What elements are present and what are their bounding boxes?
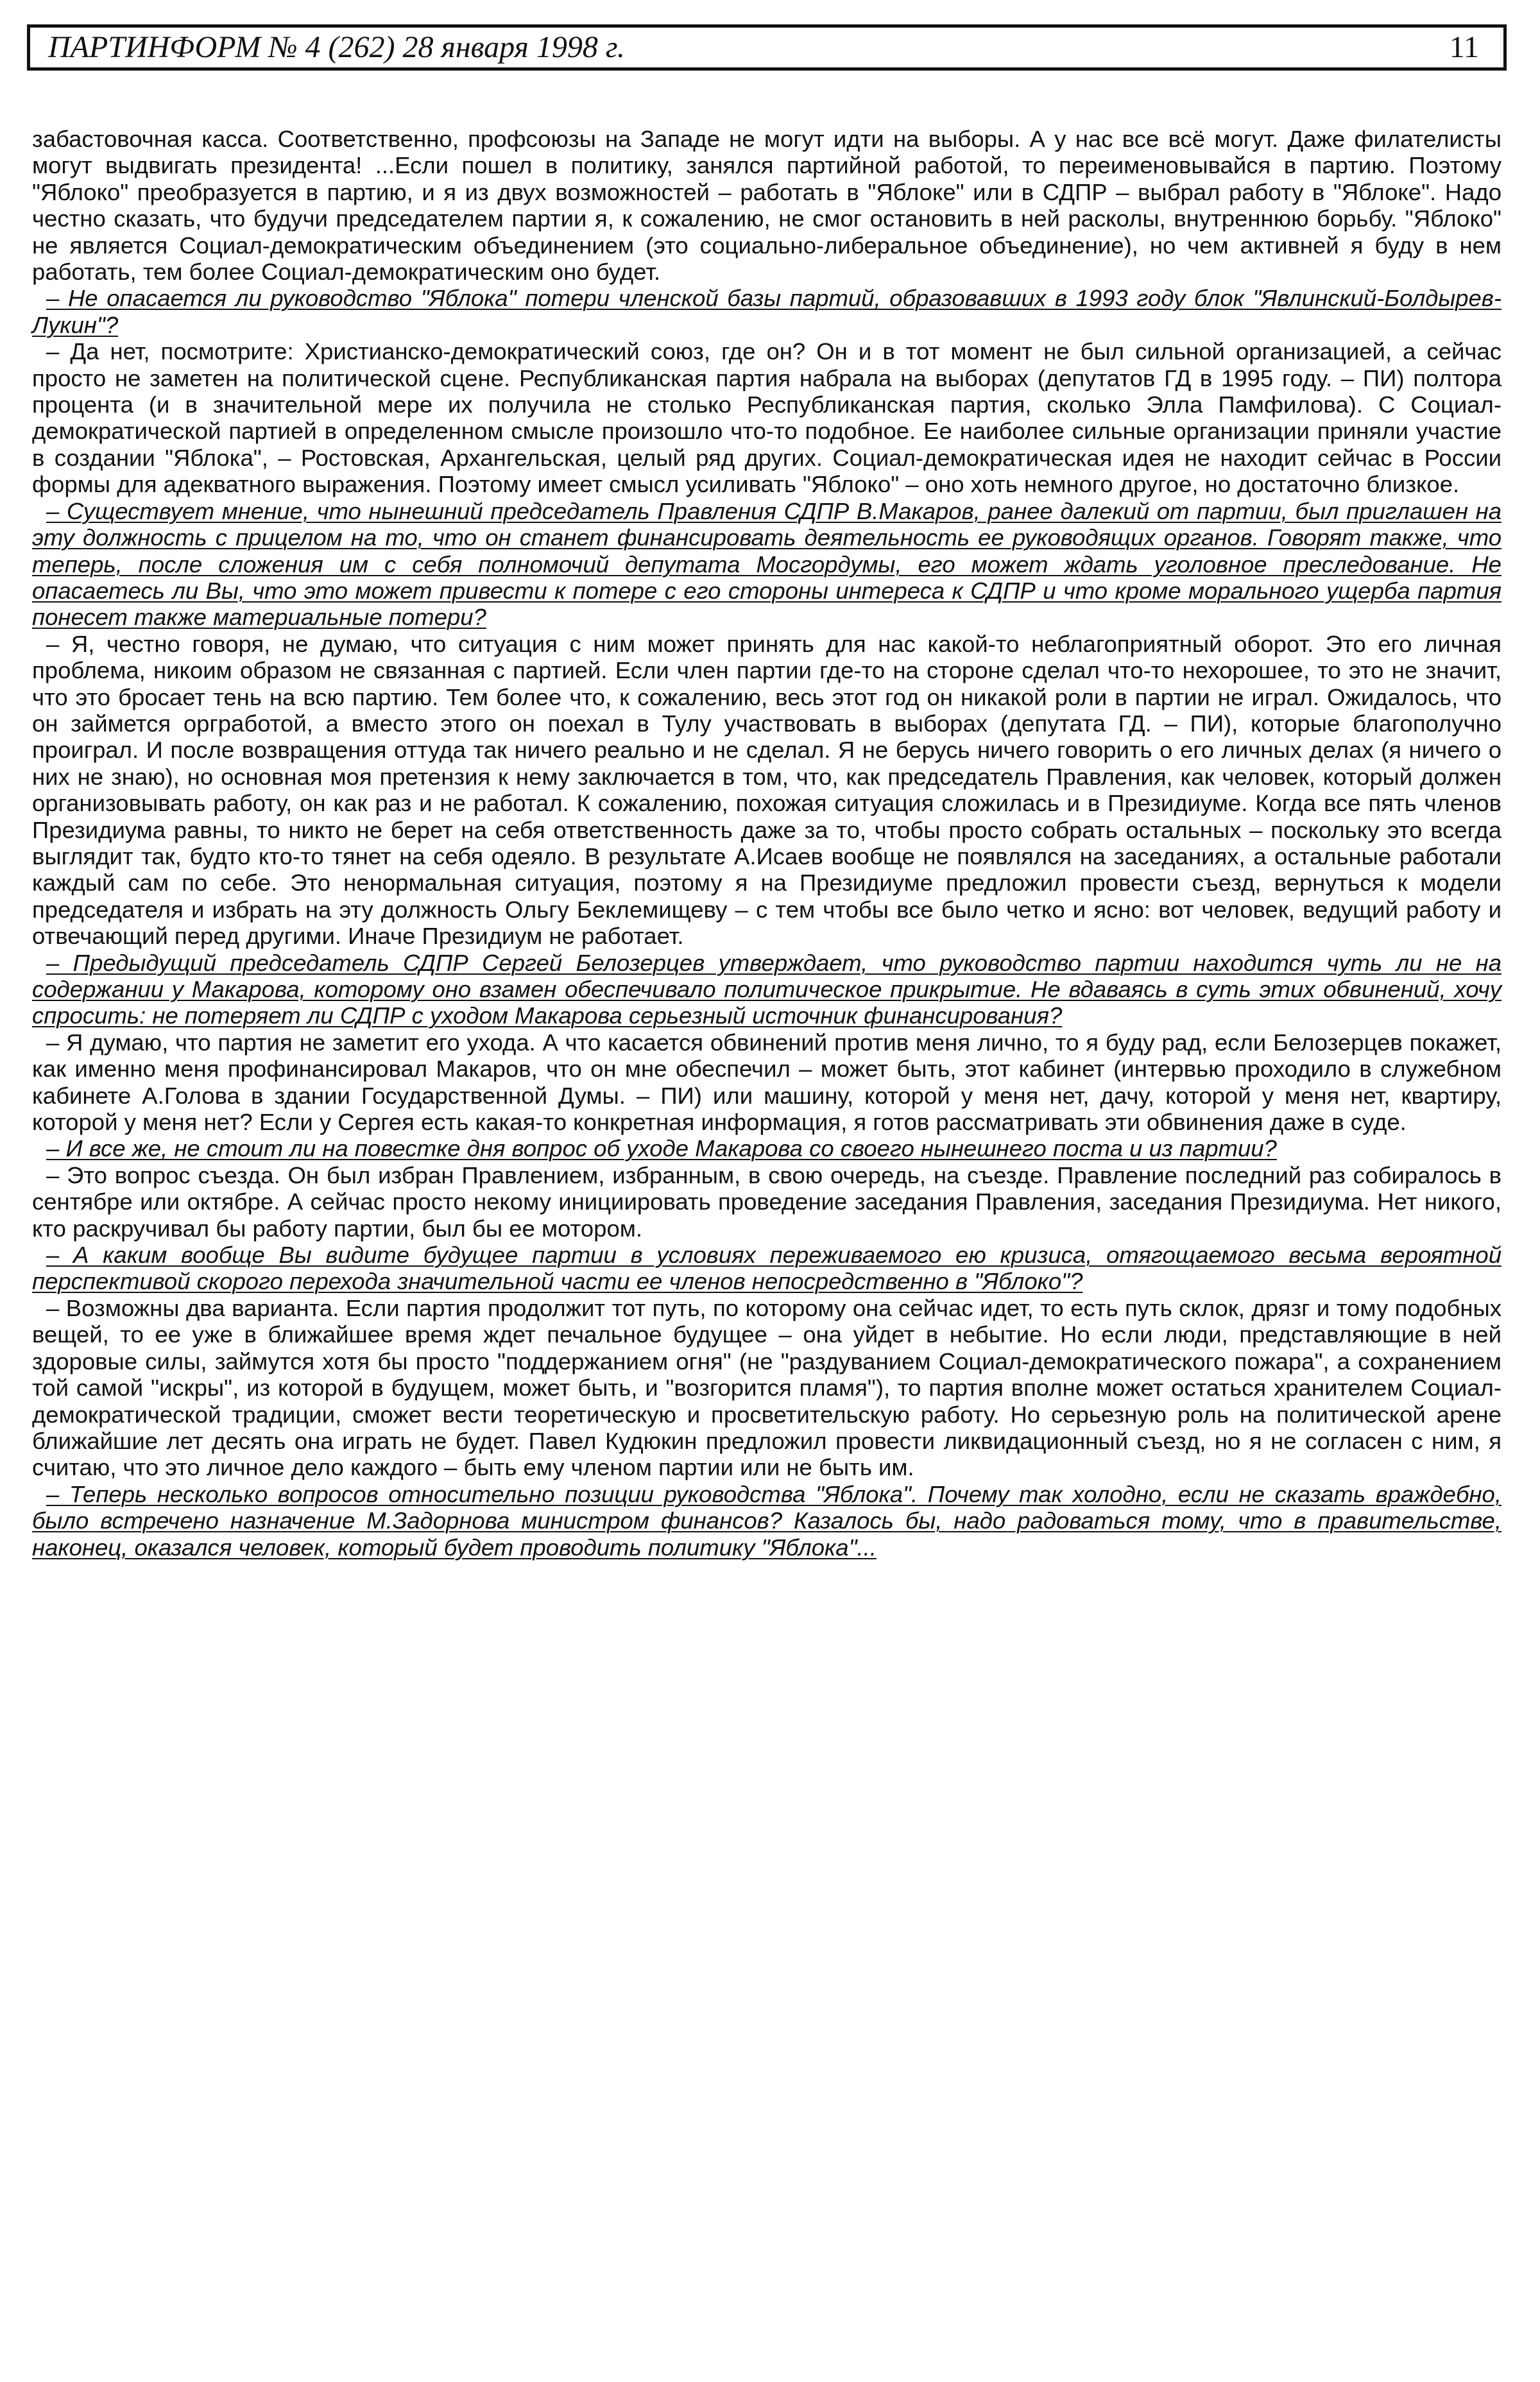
page-header	[27, 24, 1507, 71]
question-paragraph: – Предыдущий председатель СДПР Сергей Белозерцев утверждает, что руководство партии находится чуть ли не на содержании у Макарова, которому оно взамен обеспечивало политическое прикрытие. Не вдаваясь в суть этих обвинений, хочу спросить: не потеряет ли СДПР с уходом Макарова серьезный источник финансирования?	[32, 949, 1502, 1029]
question-paragraph: – Не опасается ли руководство "Яблока" потери членской базы партий, образовавших в 1993 году блок "Явлинский-Болдырев-Лукин"?	[32, 285, 1502, 338]
answer-paragraph: – Я, честно говоря, не думаю, что ситуация с ним может принять для нас какой-то неблагоприятный оборот. Это его личная проблема, никоим образом не связанная с партией. Если член партии где-то на стороне сделал что-то нехорошее, то это не значит, что это бросает тень на всю партию. Тем более что, к сожалению, весь этот год он никакой роли в партии не играл. Ожидалось, что он займется оргработой, а вместо этого он поехал в Тулу участвовать в выборах (депутата ГД. – ПИ), которые благополучно проиграл. И после возвращения оттуда так ничего реально и не сделал. Я не берусь ничего говорить о его личных делах (я ничего о них не знаю), но основная моя претензия к нему заключается в том, что, как председатель Правления, как человек, который должен организовывать работу, он как раз и не работал. К сожалению, похожая ситуация сложилась и в Президиуме. Когда все пять членов Президиума равны, то никто не берет на себя ответственность даже за то, чтобы просто собрать остальных – поскольку это всегда выглядит так, будто кто-то тянет на себя одеяло. В результате А.Исаев вообще не появлялся на заседаниях, а остальные работали каждый сам по себе. Это ненормальная ситуация, поэтому я на Президиуме предложил провести съезд, вернуться к модели председателя и избрать на эту должность Ольгу Беклемищеву – с тем чтобы все было четко и ясно: вот человек, ведущий работу и отвечающий перед другими. Иначе Президиум не работает.	[32, 630, 1502, 950]
answer-paragraph: забастовочная касса. Соответственно, профсоюзы на Западе не могут идти на выборы. А у нас все всё могут. Даже филателисты могут выдвигать президента! ...Если пошел в политику, занялся партийной работой, то переименовывайся в партию. Поэтому "Яблоко" преобразуется в партию, и я из двух возможностей – работать в "Яблоке" или в СДПР – выбрал работу в "Яблоке". Надо честно сказать, что будучи председателем партии я, к сожалению, не смог остановить в ней расколы, внутреннюю борьбу. "Яблоко" не является Социал-демократическим объединением (это социально-либеральное объединение), но чем активней я буду в нем работать, тем более Социал-демократическим оно будет.	[32, 126, 1502, 286]
question-paragraph: – Существует мнение, что нынешний председатель Правления СДПР В.Макаров, ранее далекий от партии, был приглашен на эту должность с прицелом на то, что он станет финансировать деятельность ее руководящих органов. Говорят также, что теперь, после сложения им с себя полномочий депутата Мосгордумы, его может ждать уголовное преследование. Не опасаетесь ли Вы, что это может привести к потере с его стороны интереса к СДПР и что кроме морального ущерба партия понесет также материальные потери?	[32, 497, 1502, 631]
page-number: 11	[1449, 30, 1479, 64]
answer-paragraph: – Да нет, посмотрите: Христианско-демократический союз, где он? Он и в тот момент не был сильной организацией, а сейчас просто не заметен на политической сцене. Республиканская партия набрала на выборах (депутатов ГД в 1995 году. – ПИ) полтора процента (и в значительной мере их получила не столько Республиканская партия, сколько Элла Памфилова). С Социал-демократической партией в определенном смысле произошло что-то подобное. Ее наиболее сильные организации приняли участие в создании "Яблока", – Ростовская, Архангельская, целый ряд других. Социал-демократическая идея не находит сейчас в России формы для адекватного выражения. Поэтому имеет смысл усиливать "Яблоко" – оно хоть немного другое, но достаточно близкое.	[32, 338, 1502, 498]
question-paragraph: – А каким вообще Вы видите будущее партии в условиях переживаемого ею кризиса, отягощаемого весьма вероятной перспективой скорого перехода значительной части ее членов непосредственно в "Яблоко"?	[32, 1242, 1502, 1295]
answer-paragraph: – Возможны два варианта. Если партия продолжит тот путь, по которому она сейчас идет, то есть путь склок, дрязг и тому подобных вещей, то ее уже в ближайшее время ждет печальное будущее – она уйдет в небытие. Но если люди, представляющие в ней здоровые силы, займутся хотя бы просто "поддержанием огня" (не "раздуванием Социал-демократического пожара", а сохранением той самой "искры", из которой в будущем, может быть, и "возгорится пламя"), то партия вполне может остаться хранителем Социал-демократической традиции, сможет вести теоретическую и просветительскую работу. Но серьезную роль на политической арене ближайшие лет десять она играть не будет. Павел Кудюкин предложил провести ликвидационный съезд, но я не согласен с ним, я считаю, что это личное дело каждого – быть ему членом партии или не быть им.	[32, 1294, 1502, 1481]
question-paragraph: – Теперь несколько вопросов относительно позиции руководства "Яблока". Почему так холодно, если не сказать враждебно, было встречено назначение М.Задорнова министром финансов? Казалось бы, надо радоваться тому, что в правительстве, наконец, оказался человек, который будет проводить политику "Яблока"...	[32, 1480, 1502, 1561]
question-paragraph: – И все же, не стоит ли на повестке дня вопрос об уходе Макарова со своего нынешнего поста и из партии?	[46, 1135, 1277, 1162]
answer-paragraph: – Я думаю, что партия не заметит его ухода. А что касается обвинений против меня лично, то я буду рад, если Белозерцев покажет, как именно меня профинансировал Макаров, что он мне обеспечил – может быть, этот кабинет (интервью проходило в служебном кабинете А.Голова в здании Государственной Думы. – ПИ) или машину, которой у меня нет, дачу, которой у меня нет, квартиру, которой у меня нет? Если у Сергея есть какая-то конкретная информация, я готов рассматривать эти обвинения даже в суде.	[32, 1029, 1502, 1136]
newspaper-title: ПАРТИНФОРМ № 4 (262) 28 января 1998 г.	[48, 30, 625, 64]
answer-paragraph: – Это вопрос съезда. Он был избран Правлением, избранным, в свою очередь, на съезде. Правление последний раз собиралось в сентябре или октябре. А сейчас просто некому инициировать проведение заседания Правления, заседания Президиума. Нет никого, кто раскручивал бы работу партии, был бы ее мотором.	[32, 1161, 1502, 1242]
article-body	[32, 126, 1502, 1561]
